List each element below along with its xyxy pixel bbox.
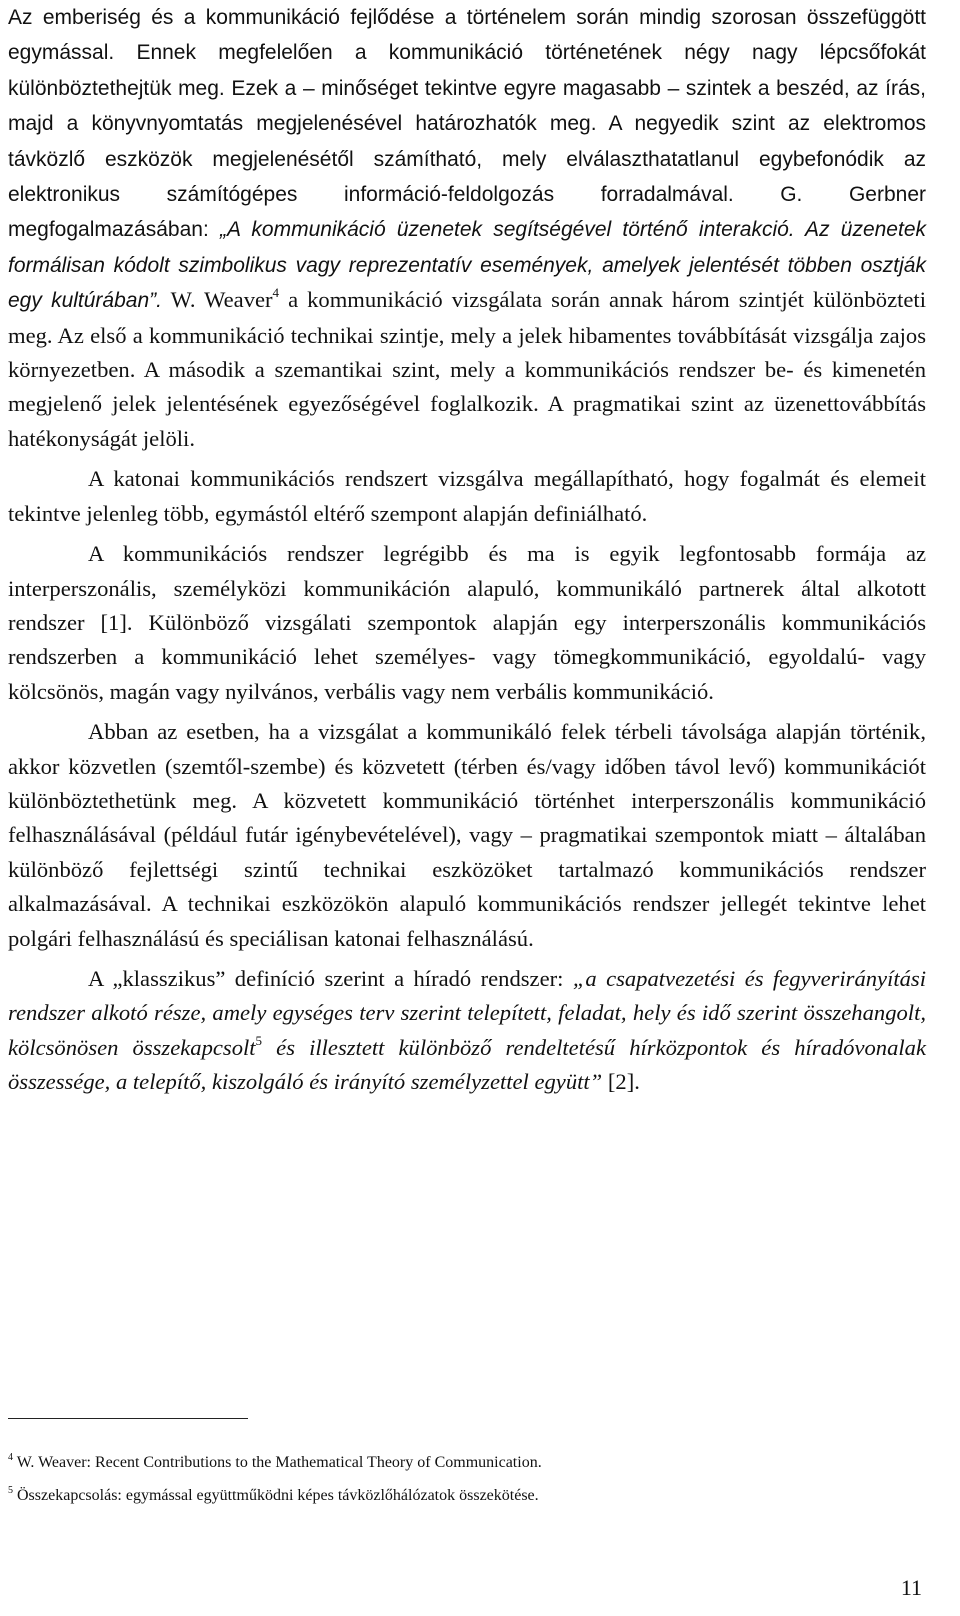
body-text <box>8 0 926 1100</box>
footnote-5-number: 5 <box>8 1485 13 1496</box>
paragraph-3: A kommunikációs rendszer legrégibb és ma is egyik legfontosabb formája az interperszonális, személyközi kommunikáción alapuló, kommunikáló partnerek által alkotott rendszer [1]. Különböző vizsgálati szempontok alapján egy interperszonális kommunikációs rendszerben a kommunikáció lehet személyes- vagy tömegkommunikáció, egyoldalú- vagy kölcsönös, magán vagy nyilvános, verbális vagy nem verbális kommunikáció. <box>8 541 926 704</box>
definition-quote-part-1: „a csapatvezetési és fegyverirányítási rendszer alkotó része, amely egységes terv szerint telepített, feladat, hely és idő szerint összehangolt, kölcsönösen összekapcsolt <box>8 965 926 1060</box>
gerbner-quote: „A kommunikáció üzenetek segítségével történő interakció. Az üzenetek formálisan kódolt szimbolikus vagy reprezentatív események, amelyek jelentését többen osztják egy kultúrában”. <box>8 218 926 313</box>
footnote-4 <box>8 1452 926 1474</box>
paragraph-1-intro: Az emberiség és a kommunikáció fejlődése a történelem során mindig szorosan összefüggött egymással. Ennek megfelelően a kommunikáció történetének négy nagy lépcsőfokát különböztethejtük meg. Ezek a – minőséget tekintve egyre magasabb – szintek a beszéd, az írás, majd a könyvnyomtatás megjelenésével határozhatók meg. A negyedik szint az elektromos távközlő eszközök megjelenésétől számítható, mely elválaszthatatlanul egybefonódik az elektronikus számítógépes információ-feldolgozás forradalmával. <box>8 6 926 207</box>
gerbner-lead: G. Gerbner megfogalmazásában: <box>8 183 926 242</box>
weaver-name: W. Weaver <box>161 287 273 313</box>
citation: [2]. <box>602 1069 640 1095</box>
paragraph-2: A katonai kommunikációs rendszert vizsgálva megállapítható, hogy fogalmát és elemeit tekintve jelenleg több, egymástól eltérő szempont alapján definiálható. <box>8 466 926 526</box>
footnote-4-number: 4 <box>8 1452 13 1463</box>
weaver-text: a kommunikáció vizsgálata során annak három szintjét különbözteti meg. Az első a kommunikáció technikai szintje, mely a jelek hibamentes továbbítását vizsgálja zajos környezetben. A második a szemantikai szint, mely a kommunikációs rendszer be- és kimenetén megjelenő jelek jelentésének egyezőségével foglalkozik. A pragmatikai szint az üzenettovábbítás hatékonyságát jelöli. <box>8 287 926 451</box>
definition-quote-part-2: és illesztett különböző rendeltetésű hírközpontok és híradóvonalak összessége, a telepítő, kiszolgáló és irányító személyzettel együtt” <box>8 1034 927 1095</box>
paragraph-4: Abban az esetben, ha a vizsgálat a kommunikáló felek térbeli távolsága alapján történik, akkor közvetlen (szemtől-szembe) és közvetett (térben és/vagy időben távol levő) kommunikációt különböztethetünk meg. A közvetett kommunikáció történhet interperszonális kommunikáció felhasználásával (például futár igénybevételével), vagy – pragmatikai szempontok miatt – általában különböző fejlettségi szintű technikai eszközöket tartalmazó kommunikációs rendszer alkalmazásával. A technikai eszközökön alapuló kommunikációs rendszer jellegét tekintve lehet polgári felhasználású és speciálisan katonai felhasználású. <box>8 719 926 951</box>
footnote-ref-4: 4 <box>272 285 280 301</box>
footnote-5-text: Összekapcsolás: egymással együttműködni képes távközlőhálózatok összekötése. <box>17 1487 539 1504</box>
footnote-5 <box>8 1485 926 1507</box>
footnote-4-text: W. Weaver: Recent Contributions to the Mathematical Theory of Communication. <box>16 1454 542 1471</box>
footnote-ref-5: 5 <box>255 1032 263 1048</box>
definition-lead: A „klasszikus” definíció szerint a híradó rendszer: <box>88 965 573 991</box>
paragraph-5 <box>8 962 926 1100</box>
page-number: 11 <box>900 1575 922 1600</box>
footnote-separator <box>8 1418 248 1419</box>
paragraph-1 <box>8 0 926 456</box>
